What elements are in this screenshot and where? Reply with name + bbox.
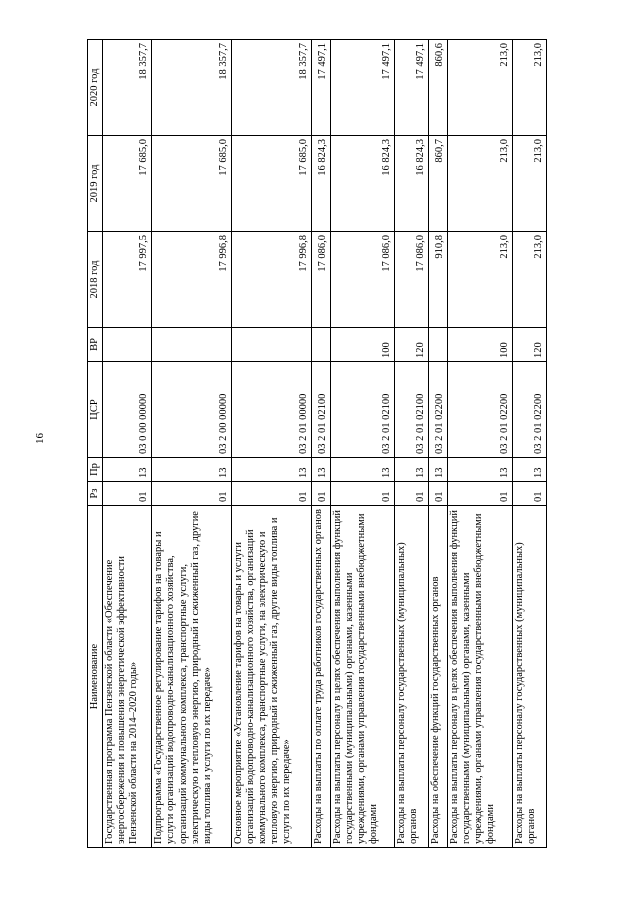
cell-2020: 213,0: [512, 40, 546, 136]
cell-vr: [232, 328, 312, 362]
header-csr: ЦСР: [88, 362, 103, 458]
cell-name: Расходы на выплаты персоналу государственных (муниципальных) органов: [512, 506, 546, 848]
cell-rz: 01: [311, 482, 330, 506]
cell-2019: 213,0: [448, 136, 513, 232]
cell-pr: 13: [448, 458, 513, 482]
cell-2020: 213,0: [448, 40, 513, 136]
cell-name: Расходы на выплаты по оплате труда работников государственных органов: [311, 506, 330, 848]
cell-rz: 01: [232, 482, 312, 506]
budget-table-container: [87, 40, 547, 848]
cell-2019: 16 824,3: [311, 136, 330, 232]
cell-2020: 18 357,7: [232, 40, 312, 136]
cell-2018: 17 996,8: [152, 232, 232, 328]
page-number: 16: [34, 433, 46, 444]
cell-pr: 13: [395, 458, 429, 482]
cell-vr: [103, 328, 152, 362]
header-2019: 2019 год: [88, 136, 103, 232]
cell-name: Основное мероприятие «Установление тарифов на товары и услуги организаций водопроводно-канализационного хозяйства, организаций коммунального комплекса, транспортные услуги, на электрическую и тепловую энергию, природный и сжиженный газ, другие виды топлива и услуги по их передаче»: [232, 506, 312, 848]
table-row: [232, 40, 312, 848]
cell-csr: 03 2 01 02200: [429, 362, 448, 458]
table-row: [330, 40, 395, 848]
table-row: [448, 40, 513, 848]
cell-rz: 01: [512, 482, 546, 506]
cell-vr: 100: [330, 328, 395, 362]
cell-csr: 03 2 01 02100: [395, 362, 429, 458]
cell-rz: 01: [429, 482, 448, 506]
cell-rz: 01: [395, 482, 429, 506]
cell-rz: 01: [448, 482, 513, 506]
cell-2018: 17 997,5: [103, 232, 152, 328]
header-pr: Пр: [88, 458, 103, 482]
header-vr: ВР: [88, 328, 103, 362]
cell-2020: 18 357,7: [103, 40, 152, 136]
cell-name: Расходы на обеспечение функций государственных органов: [429, 506, 448, 848]
cell-csr: 03 2 01 00000: [232, 362, 312, 458]
cell-pr: 13: [232, 458, 312, 482]
cell-2018: 17 086,0: [311, 232, 330, 328]
cell-vr: 120: [512, 328, 546, 362]
cell-2020: 18 357,7: [152, 40, 232, 136]
cell-rz: 01: [330, 482, 395, 506]
cell-2020: 17 497,1: [395, 40, 429, 136]
cell-2019: 213,0: [512, 136, 546, 232]
cell-2019: 16 824,3: [330, 136, 395, 232]
cell-name: Государственная программа Пензенской области «Обеспечение энергосбережения и повышения энергетической эффективности Пензенской области на 2014–2020 годы»: [103, 506, 152, 848]
cell-2019: 860,7: [429, 136, 448, 232]
table-row: [395, 40, 429, 848]
header-2020: 2020 год: [88, 40, 103, 136]
cell-name: Расходы на выплаты персоналу государственных (муниципальных) органов: [395, 506, 429, 848]
cell-pr: 13: [330, 458, 395, 482]
header-2018: 2018 год: [88, 232, 103, 328]
cell-csr: 03 2 01 02100: [311, 362, 330, 458]
cell-vr: [429, 328, 448, 362]
cell-2018: 17 086,0: [395, 232, 429, 328]
cell-csr: 03 2 00 00000: [152, 362, 232, 458]
cell-name: Расходы на выплаты персоналу в целях обеспечения выполнения функций государственными (муниципальными) органами, казенными учреждениями, органами управления государственными внебюджетными фондами: [330, 506, 395, 848]
cell-vr: 120: [395, 328, 429, 362]
cell-csr: 03 2 01 02100: [330, 362, 395, 458]
cell-2019: 17 685,0: [103, 136, 152, 232]
table-row: [311, 40, 330, 848]
table-row: [429, 40, 448, 848]
table-row: [152, 40, 232, 848]
cell-2018: 213,0: [448, 232, 513, 328]
cell-pr: 13: [311, 458, 330, 482]
cell-pr: 13: [103, 458, 152, 482]
budget-table: [87, 39, 547, 848]
cell-vr: [152, 328, 232, 362]
table-header-row: [88, 40, 103, 848]
header-rz: Рз: [88, 482, 103, 506]
cell-2018: 910,8: [429, 232, 448, 328]
cell-2018: 213,0: [512, 232, 546, 328]
cell-name: Подпрограмма «Государственное регулирование тарифов на товары и услуги организаций водопроводно-канализационного хозяйства, организаций коммунального комплекса, транспортные услуги, электрическую и тепловую энергию, природный и сжиженный газ, другие виды топлива и услуги по их передаче»: [152, 506, 232, 848]
cell-pr: 13: [429, 458, 448, 482]
cell-2019: 16 824,3: [395, 136, 429, 232]
cell-2019: 17 685,0: [152, 136, 232, 232]
table-row: [103, 40, 152, 848]
cell-vr: [311, 328, 330, 362]
cell-csr: 03 2 01 02200: [512, 362, 546, 458]
cell-csr: 03 0 00 00000: [103, 362, 152, 458]
cell-vr: 100: [448, 328, 513, 362]
cell-2020: 17 497,1: [311, 40, 330, 136]
header-name: Наименование: [88, 506, 103, 848]
cell-pr: 13: [512, 458, 546, 482]
cell-2019: 17 685,0: [232, 136, 312, 232]
cell-pr: 13: [152, 458, 232, 482]
cell-2018: 17 086,0: [330, 232, 395, 328]
cell-2018: 17 996,8: [232, 232, 312, 328]
cell-csr: 03 2 01 02200: [448, 362, 513, 458]
cell-name: Расходы на выплаты персоналу в целях обеспечения выполнения функций государственными (муниципальными) органами, казенными учреждениями, органами управления государственными внебюджетными фондами: [448, 506, 513, 848]
cell-rz: 01: [152, 482, 232, 506]
table-row: [512, 40, 546, 848]
cell-2020: 17 497,1: [330, 40, 395, 136]
cell-2020: 860,6: [429, 40, 448, 136]
cell-rz: 01: [103, 482, 152, 506]
